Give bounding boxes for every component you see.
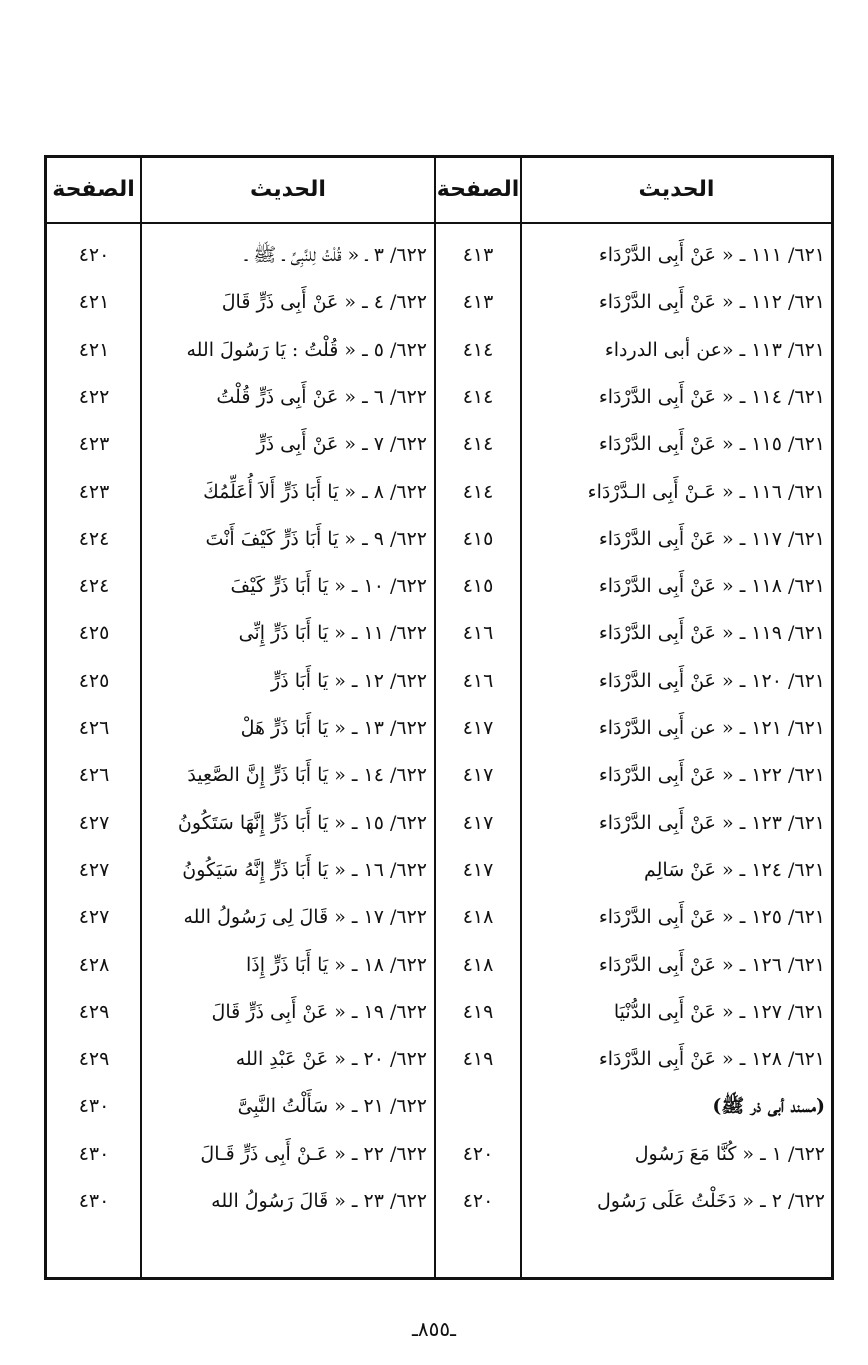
page-ref: ٤١٦ <box>462 622 494 645</box>
hadith-entry: ٦٢٢/ ١٦ ـ « يَا أَبَا ذَرٍّ إِنَّهُ سَيَكُونُ <box>182 858 427 881</box>
page-ref: ٤٢٣ <box>78 433 110 456</box>
hadith-entry: ٦٢٢/ ١٤ ـ « يَا أَبَا ذَرٍّ إِنَّ الصَّعِيدَ <box>187 764 427 787</box>
hadith-entry: ٦٢١/ ١١٨ ـ « عَنْ أَبِى الدَّرْدَاء <box>598 575 825 598</box>
page-number: ـ٨٥٥ـ <box>412 1317 456 1341</box>
column-divider <box>520 158 522 1277</box>
hadith-entry: ٦٢٢/ ١١ ـ « يَا أَبَا ذَرٍّ إِنِّى <box>238 622 427 645</box>
hadith-entry: ٦٢١/ ١١٥ ـ « عَنْ أَبِى الدَّرْدَاء <box>598 433 825 456</box>
hadith-entry: ٦٢٢/ ٣ ـ « قُلْتُ لِلنَّبِىِّ ـ ﷺ ـ <box>244 244 427 266</box>
hadith-entry: ٦٢١/ ١١١ ـ « عَنْ أَبِى الدَّرْدَاء <box>598 244 825 266</box>
hadith-entry: ٦٢٢/ ٦ ـ « عَنْ أَبِى ذَرٍّ قُلْتُ <box>216 385 427 408</box>
page-ref: ٤٢٧ <box>78 858 110 881</box>
page-ref: ٤١٤ <box>462 433 494 456</box>
hadith-entry: ٦٢٢/ ٧ ـ « عَنْ أَبِى ذَرٍّ <box>256 433 427 456</box>
hadith-entry: ٦٢٢/ ١٣ ـ « يَا أَبَا ذَرٍّ هَلْ <box>240 717 427 739</box>
hadith-entry: ٦٢٢/ ٢١ ـ « سَأَلْتُ النَّبِىَّ <box>237 1095 427 1118</box>
page-ref: ٤١٣ <box>462 291 494 314</box>
page-ref: ٤١٩ <box>462 1000 494 1023</box>
hadith-entry: ٦٢١/ ١٢٢ ـ « عَنْ أَبِى الدَّرْدَاء <box>598 764 825 787</box>
page-ref: ٤٢٦ <box>78 717 110 739</box>
hadith-entry: ٦٢٢/ ٩ ـ « يَا أَبَا ذَرٍّ كَيْفَ أَنْتَ <box>205 527 427 550</box>
page-ref: ٤١٩ <box>462 1048 494 1071</box>
hadith-entry: ٦٢٢/ ٨ ـ « يَا أَبَا ذَرٍّ أَلاَ أُعَلِّمُكَ <box>203 480 427 503</box>
page-ref: ٤١٤ <box>462 480 494 503</box>
page-ref: ٤١٨ <box>462 953 494 976</box>
hadith-entry: ٦٢١/ ١٢٥ ـ « عَنْ أَبِى الدَّرْدَاء <box>598 906 825 929</box>
header-left-hadith: الحديث <box>250 177 326 202</box>
hadith-entry: ٦٢١/ ١٢١ ـ « عن أَبِى الدَّرْدَاء <box>598 717 825 739</box>
column-divider <box>140 158 142 1277</box>
hadith-entry: ٦٢١/ ١١٧ ـ « عَنْ أَبِى الدَّرْدَاء <box>598 527 825 550</box>
page-ref: ٤٢٥ <box>78 622 110 645</box>
page-ref: ٤٢٧ <box>78 811 110 834</box>
page-ref: ٤١٧ <box>462 811 494 834</box>
page-ref: ٤٢٦ <box>78 764 110 787</box>
page-ref: ٤٢٧ <box>78 906 110 929</box>
page-ref: ٤٢١ <box>78 338 110 361</box>
hadith-entry: ٦٢٢/ ٥ ـ « قُلْتُ : يَا رَسُولَ الله <box>186 338 427 361</box>
page-ref: ٤٢٩ <box>78 1048 110 1071</box>
hadith-entry: ٦٢١/ ١٢٨ ـ « عَنْ أَبِى الدَّرْدَاء <box>598 1048 825 1071</box>
hadith-entry: ٦٢١/ ١٢٣ ـ « عَنْ أَبِى الدَّرْدَاء <box>598 811 825 834</box>
page-ref: ٤٢١ <box>78 291 110 314</box>
hadith-entry: ٦٢١/ ١١٩ ـ « عَنْ أَبِى الدَّرْدَاء <box>598 622 825 645</box>
hadith-entry: ٦٢٢/ ٢٢ ـ « عَـنْ أَبِى ذَرٍّ قَـالَ <box>200 1142 427 1165</box>
column-divider <box>434 158 436 1277</box>
page-ref: ٤٢٢ <box>78 385 110 408</box>
hadith-entry: ٦٢٢/ ٢٣ ـ « قَالَ رَسُولُ الله <box>211 1190 427 1212</box>
header-left-page: الصفحة <box>52 177 135 202</box>
page-ref: ٤٢٤ <box>78 527 110 550</box>
header-right-page: الصفحة <box>436 177 520 202</box>
hadith-entry: ٦٢٢/ ١٠ ـ « يَا أَبَا ذَرٍّ كَيْفَ <box>230 575 427 598</box>
hadith-entry: ٦٢١/ ١١٦ ـ « عَـنْ أَبِى الـدَّرْدَاء <box>587 480 825 503</box>
page-ref: ٤٢٤ <box>78 575 110 598</box>
header-right-hadith: الحديث <box>638 177 715 202</box>
hadith-entry: ٦٢١/ ١٢٦ ـ « عَنْ أَبِى الدَّرْدَاء <box>598 953 825 976</box>
page-ref: ٤٢٠ <box>462 1190 494 1212</box>
page-ref: ٤٢٣ <box>78 480 110 503</box>
page-ref: ٤١٨ <box>462 906 494 929</box>
hadith-entry: ٦٢١/ ١١٤ ـ « عَنْ أَبِى الدَّرْدَاء <box>598 385 825 408</box>
page-ref: ٤٢٥ <box>78 669 110 692</box>
page-ref: ٤١٤ <box>462 338 494 361</box>
page-ref: ٤٢٠ <box>78 244 110 266</box>
hadith-entry: ٦٢٢/ ١٥ ـ « يَا أَبَا ذَرٍّ إِنَّهَا سَتَكُونُ <box>177 811 427 834</box>
page-ref: ٤٣٠ <box>78 1190 110 1212</box>
page-ref: ٤٢٨ <box>78 953 110 976</box>
section-heading: (مسند أبى ذر ﷺ) <box>712 1095 825 1118</box>
page-ref: ٤٢٠ <box>462 1142 494 1165</box>
hadith-entry: ٦٢١/ ١١٣ ـ «عن أبى الدرداء <box>604 338 825 361</box>
hadith-entry: ٦٢١/ ١٢٧ ـ « عَنْ أَبِى الدُّنْيَا <box>613 1000 825 1023</box>
hadith-entry: ٦٢٢/ ١٢ ـ « يَا أَبَا ذَرٍّ <box>271 669 427 692</box>
index-table <box>44 155 834 1280</box>
hadith-entry: ٦٢٢/ ١٨ ـ « يَا أَبَا ذَرٍّ إِذَا <box>245 953 427 976</box>
hadith-entry: ٦٢٢/ ٢٠ ـ « عَنْ عَبْدِ الله <box>235 1048 427 1071</box>
hadith-entry: ٦٢١/ ١٢٤ ـ « عَنْ سَالِم <box>644 858 825 881</box>
page-ref: ٤١٧ <box>462 717 494 739</box>
header-divider <box>47 222 831 224</box>
hadith-entry: ٦٢٢/ ١٩ ـ « عَنْ أَبِى ذَرٍّ قَالَ <box>211 1000 427 1023</box>
hadith-entry: ٦٢٢/ ١ ـ « كُنَّا مَعَ رَسُول <box>634 1142 825 1165</box>
hadith-entry: ٦٢٢/ ١٧ ـ « قَالَ لِى رَسُولُ الله <box>183 906 427 929</box>
page-ref: ٤١٣ <box>462 244 494 266</box>
page-ref: ٤١٥ <box>462 527 494 550</box>
page-ref: ٤٣٠ <box>78 1142 110 1165</box>
page-ref: ٤٢٩ <box>78 1000 110 1023</box>
page-ref: ٤١٤ <box>462 385 494 408</box>
page-ref: ٤١٦ <box>462 669 494 692</box>
page-ref: ٤٣٠ <box>78 1095 110 1118</box>
page-ref: ٤١٥ <box>462 575 494 598</box>
hadith-entry: ٦٢٢/ ٤ ـ « عَنْ أَبِى ذَرٍّ قَالَ <box>221 291 427 314</box>
page-ref: ٤١٧ <box>462 858 494 881</box>
hadith-entry: ٦٢١/ ١١٢ ـ « عَنْ أَبِى الدَّرْدَاء <box>598 291 825 314</box>
hadith-entry: ٦٢٢/ ٢ ـ « دَخَلْتُ عَلَى رَسُول <box>596 1190 825 1212</box>
page-ref: ٤١٧ <box>462 764 494 787</box>
page-ref <box>437 1084 519 1128</box>
hadith-entry: ٦٢١/ ١٢٠ ـ « عَنْ أَبِى الدَّرْدَاء <box>598 669 825 692</box>
